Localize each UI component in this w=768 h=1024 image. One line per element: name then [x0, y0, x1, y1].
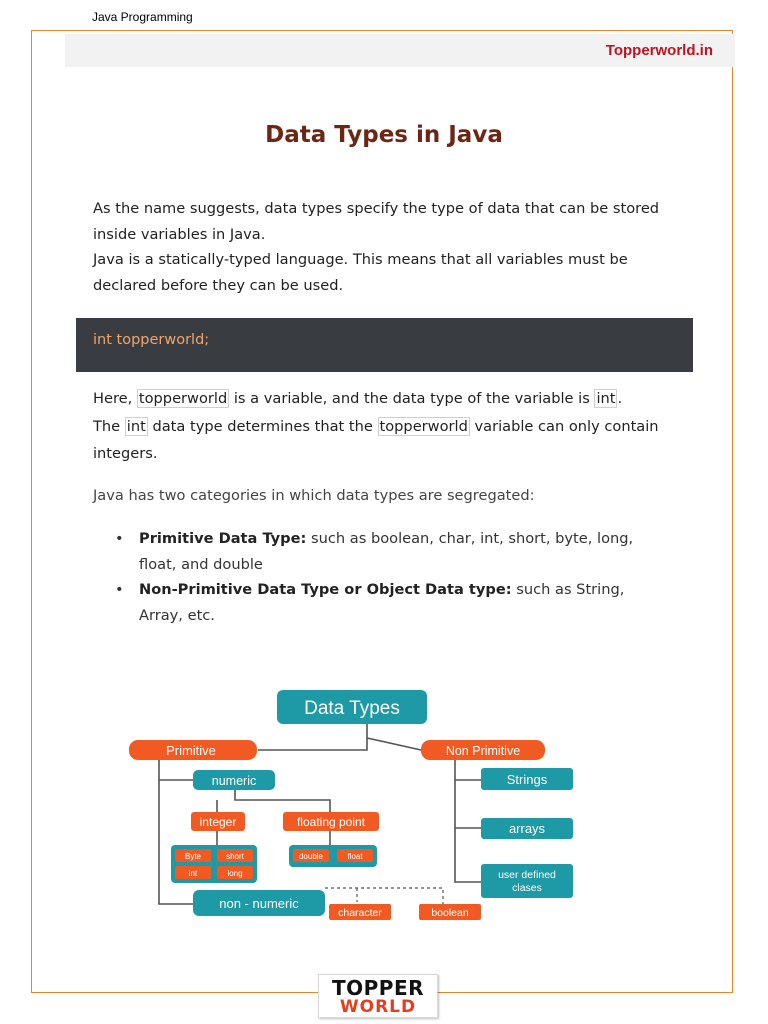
node-floating-point-label: floating point [296, 815, 366, 829]
inline-code-type: int [596, 390, 616, 407]
node-strings-label: Strings [506, 772, 548, 787]
intro-line-2: inside variables in Java. [93, 225, 266, 243]
code-block [76, 318, 693, 372]
node-character-label: character [338, 907, 382, 919]
node-short-label: short [226, 852, 244, 861]
node-integer-label: integer [199, 815, 237, 829]
text-span: The [93, 417, 125, 435]
inline-code-var: topperworld [379, 417, 468, 435]
bullet-icon: • [115, 530, 124, 547]
category-text: such as String, [511, 581, 625, 598]
text-span: data type determines that the [147, 417, 378, 435]
category-text: Array, etc. [139, 606, 215, 624]
node-data-types-label: Data Types [304, 698, 400, 719]
explain-line-3: integers. [93, 445, 158, 462]
intro-paragraph [93, 196, 693, 298]
data-types-diagram [125, 688, 585, 928]
node-arrays-label: arrays [508, 821, 546, 836]
category-label: Primitive Data Type: [139, 530, 307, 547]
node-float-label: float [347, 852, 363, 861]
node-non-numeric-label: non - numeric [219, 896, 299, 911]
intro-line-1: As the name suggests, data types specify the type of data that can be stored [93, 200, 660, 217]
text-span: is a variable, and the data type of the variable is [229, 390, 595, 407]
node-long-label: long [227, 869, 243, 878]
running-header: Java Programming [92, 10, 193, 24]
categories-intro: Java has two categories in which data types are segregated: [93, 487, 535, 504]
text-span: . [617, 390, 623, 407]
node-boolean-label: boolean [431, 907, 469, 919]
brand-name: Topperworld.in [605, 42, 713, 59]
category-label: Non-Primitive Data Type or Object Data type: [139, 581, 512, 598]
node-int-label: int [188, 869, 198, 878]
inline-code-var: topperworld [138, 390, 228, 407]
category-text: such as boolean, char, int, short, byte, long, [306, 530, 634, 547]
explain-line-2 [93, 413, 693, 441]
intro-line-3: Java is a statically-typed language. This means that all variables must be [93, 251, 628, 268]
explain-paragraph [93, 385, 693, 468]
logo-top-text: TOPPER [331, 976, 425, 1000]
intro-line-4: declared before they can be used. [93, 276, 344, 294]
node-byte-label: Byte [184, 852, 202, 861]
node-double-label: double [298, 852, 324, 861]
inline-code-type: int [126, 417, 146, 435]
text-span: variable can only contain [469, 417, 659, 435]
topperworld-logo [318, 974, 438, 1018]
categories-list [93, 526, 693, 628]
node-user-defined-label-2: clases [512, 882, 542, 894]
logo-bottom-text: WORLD [339, 997, 417, 1017]
list-item [93, 577, 693, 628]
text-span: Here, [93, 390, 137, 407]
node-non-primitive-label: Non Primitive [445, 744, 521, 758]
code-snippet: int topperworld; [93, 332, 210, 348]
list-item [93, 526, 693, 577]
category-text: float, and double [139, 555, 263, 573]
node-primitive-label: Primitive [166, 743, 216, 758]
page-title: Data Types in Java [265, 122, 503, 148]
explain-line-1 [93, 385, 693, 413]
node-user-defined-label-1: user defined [498, 869, 556, 881]
bullet-icon: • [115, 581, 124, 598]
node-numeric-label: numeric [211, 774, 257, 788]
brand-bar [65, 34, 735, 67]
